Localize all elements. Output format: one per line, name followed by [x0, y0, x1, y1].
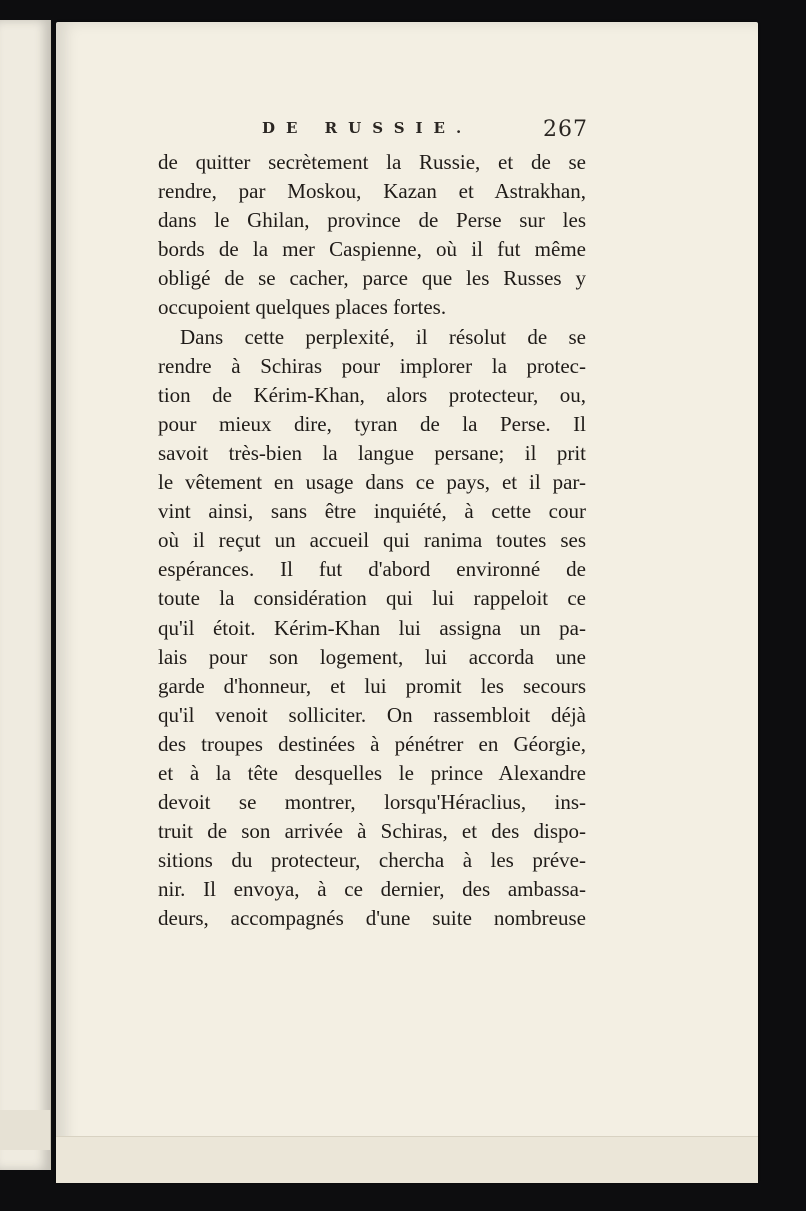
previous-page-edge: [0, 20, 51, 1170]
page-header: [262, 117, 588, 143]
text-line: dans le Ghilan, province de Perse sur les: [158, 208, 586, 233]
text-line: occupoient quelques places fortes.: [158, 295, 447, 320]
text-line: des troupes destinées à pénétrer en Géorgie,: [158, 731, 586, 756]
running-title: DE RUSSIE.: [262, 119, 473, 137]
text-line: garde d'honneur, et lui promit les secours: [158, 673, 586, 698]
text-line: nir. Il envoya, à ce dernier, des ambassa-: [158, 877, 586, 902]
text-line: tion de Kérim-Khan, alors protecteur, ou,: [158, 382, 586, 407]
text-line: toute la considération qui lui rappeloit ce: [158, 586, 586, 611]
text-line: qu'il étoit. Kérim-Khan lui assigna un pa-: [158, 615, 586, 640]
text-line: où il reçut un accueil qui ranima toutes ses: [158, 528, 586, 553]
text-line: truit de son arrivée à Schiras, et des dispo-: [158, 819, 586, 844]
text-line: espérances. Il fut d'abord environné de: [158, 557, 586, 582]
text-line: lais pour son logement, lui accorda une: [158, 644, 586, 669]
page-bottom-edge: [56, 1136, 758, 1183]
text-line: obligé de se cacher, parce que les Russes y: [158, 266, 586, 291]
text-line: qu'il venoit solliciter. On rassembloit déjà: [158, 702, 586, 727]
text-line: sitions du protecteur, chercha à les préve-: [158, 848, 586, 873]
text-line: vint ainsi, sans être inquiété, à cette cour: [158, 499, 586, 524]
text-line: et à la tête desquelles le prince Alexandre: [158, 760, 586, 785]
body-text: [158, 148, 586, 934]
text-line: le vêtement en usage dans ce pays, et il par-: [158, 470, 586, 495]
page-number: 267: [543, 117, 588, 142]
text-line: rendre, par Moskou, Kazan et Astrakhan,: [158, 179, 586, 204]
text-line: bords de la mer Caspienne, où il fut même: [158, 237, 586, 262]
text-line: de quitter secrètement la Russie, et de se: [158, 150, 586, 174]
text-line: savoit très-bien la langue persane; il prit: [158, 440, 586, 465]
text-line: rendre à Schiras pour implorer la protec-: [158, 353, 586, 378]
text-line: Dans cette perplexité, il résolut de se: [180, 324, 586, 349]
text-line: pour mieux dire, tyran de la Perse. Il: [158, 411, 586, 436]
text-line: devoit se montrer, lorsqu'Héraclius, ins-: [158, 790, 586, 815]
text-line: deurs, accompagnés d'une suite nombreuse: [158, 906, 586, 931]
